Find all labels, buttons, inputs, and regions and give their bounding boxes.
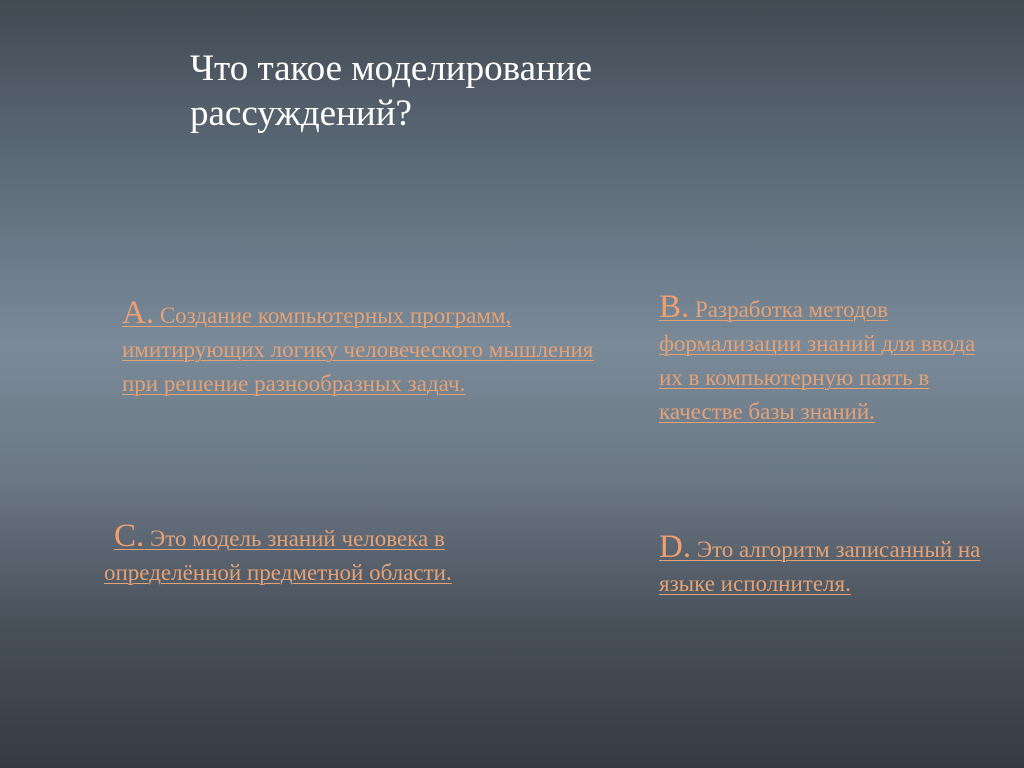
answer-letter-a: A. bbox=[122, 295, 155, 331]
answer-option-b[interactable] bbox=[659, 290, 989, 429]
answer-option-d[interactable] bbox=[659, 530, 989, 601]
answer-text-d: Это алгоритм записанный на языке исполнителя. bbox=[659, 537, 981, 596]
question-title-line-2: рассуждений? bbox=[190, 93, 412, 134]
answer-text-a: Создание компьютерных программ, имитирующих логику человеческого мышления при решение разнообразных задач. bbox=[122, 303, 594, 396]
answer-text-b: Разработка методов формализации знаний для ввода их в компьютерную паять в качестве базы знаний. bbox=[659, 297, 976, 424]
answer-letter-d: D. bbox=[659, 529, 692, 565]
question-title bbox=[190, 46, 750, 136]
answer-letter-b: B. bbox=[659, 289, 690, 325]
answer-text-c-line-2: определённой предметной области. bbox=[104, 560, 452, 585]
answer-c-line-2 bbox=[104, 556, 554, 590]
question-title-line-1: Что такое моделирование bbox=[190, 48, 593, 89]
answer-letter-c: C. bbox=[114, 518, 145, 554]
answer-option-a[interactable] bbox=[122, 296, 614, 401]
answer-option-c[interactable] bbox=[104, 519, 554, 590]
answer-text-c-line-1: Это модель знаний человека в bbox=[150, 526, 445, 551]
answer-c-line-1 bbox=[104, 519, 554, 556]
